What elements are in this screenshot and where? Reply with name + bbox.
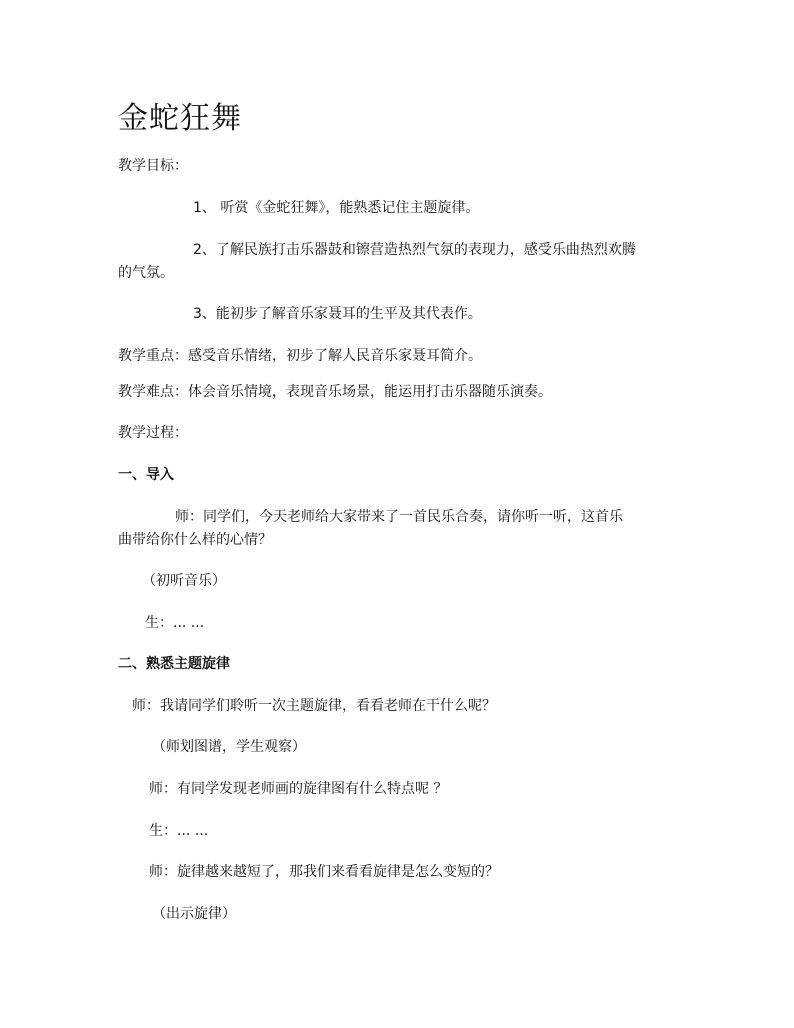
- objective-3: 3、能初步了解音乐家聂耳的生平及其代表作。: [193, 306, 482, 322]
- section2-student: 生：... ...: [149, 823, 209, 839]
- objectives-label: 教学目标：: [118, 158, 188, 174]
- section1-teacher-line-1: 师：同学们，今天老师给大家带来了一首民乐合奏，请你听一听，这首乐: [175, 509, 623, 525]
- section2-teacher-3: 师：旋律越来越短了，那我们来看看旋律是怎么变短的？: [149, 864, 499, 880]
- section2-note-1: （师划图谱，学生观察）: [152, 739, 306, 755]
- section2-heading: 二、熟悉主题旋律: [118, 656, 230, 672]
- process-label: 教学过程：: [118, 425, 188, 441]
- objective-2: 2、了解民族打击乐器鼓和镲营造热烈气氛的表现力，感受乐曲热烈欢腾: [193, 242, 636, 258]
- section2-teacher-1: 师：我请同学们聆听一次主题旋律，看看老师在干什么呢？: [132, 698, 496, 714]
- section1-heading: 一、导入: [118, 467, 174, 483]
- objective-1: 1、 听赏《金蛇狂舞》，能熟悉记住主题旋律。: [193, 200, 480, 216]
- section1-teacher-line-2: 曲带给你什么样的心情？: [118, 532, 272, 548]
- key-points: 教学重点：感受音乐情绪，初步了解人民音乐家聂耳简介。: [118, 348, 482, 364]
- objective-2-continued: 的气氛。: [118, 265, 174, 281]
- document-title: 金蛇狂舞: [118, 101, 242, 136]
- section1-student: 生：... ...: [145, 615, 205, 631]
- section2-note-2: （出示旋律）: [152, 906, 236, 922]
- section2-teacher-2: 师：有同学发现老师画的旋律图有什么特点呢 ？: [149, 781, 448, 797]
- difficulties: 教学难点：体会音乐情境，表现音乐场景，能运用打击乐器随乐演奏。: [118, 384, 552, 400]
- section1-note: （初听音乐）: [142, 573, 226, 589]
